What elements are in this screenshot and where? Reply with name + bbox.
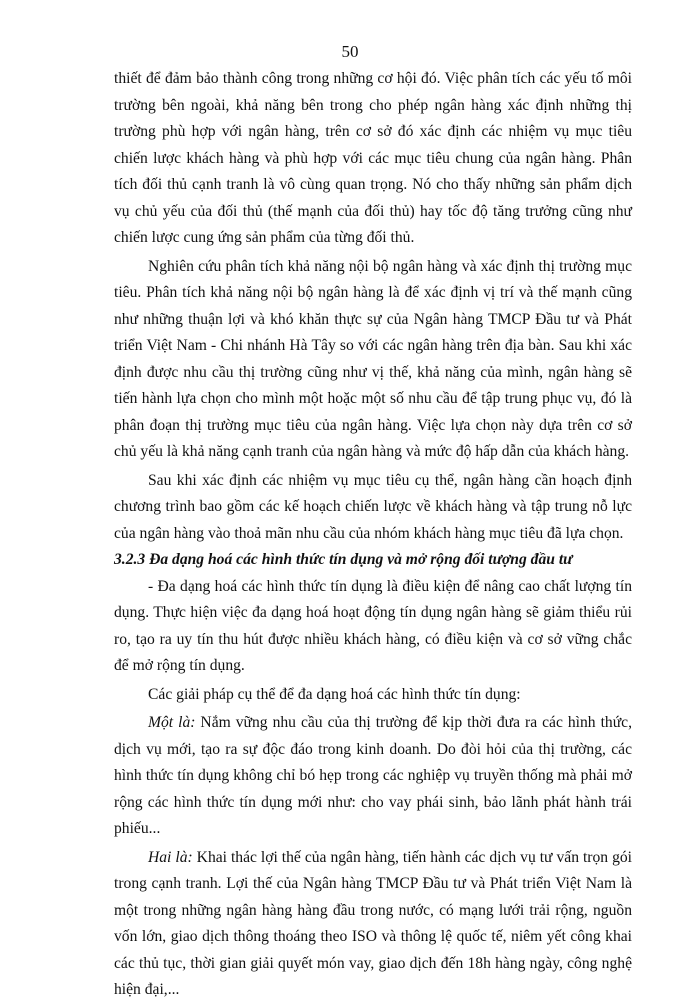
paragraph-solutions-intro: Các giải pháp cụ thể để đa dạng hoá các hình thức tín dụng: — [148, 685, 521, 703]
section-heading-3-2-3: 3.2.3 Đa dạng hoá các hình thức tín dụng và mở rộng đối tượng đầu tư — [114, 551, 573, 568]
page-number: 50 — [341, 42, 359, 61]
paragraph-competitor-analysis: thiết để đảm bảo thành công trong những cơ hội đó. Việc phân tích các yếu tố môi trường bên ngoài, khả năng bên trong cho phép ngân hàng xác định những thị trường phù hợp với ngân hàng, trên cơ sở đó xác định các nhiệm vụ mục tiêu chiến lược khách hàng và phù hợp với các mục tiêu chung của ngân hàng. Phân tích đối thủ cạnh tranh là vô cùng quan trọng. Nó cho thấy những sản phẩm dịch vụ chủ yếu của đối thủ (thế mạnh của đối thủ) hay tốc độ tăng trưởng cũng như chiến lược cung ứng sản phẩm của từng đối thủ. — [114, 70, 632, 246]
page-body — [114, 66, 632, 1004]
paragraph-solution-one — [114, 710, 632, 843]
solution-two-lead: Hai là: — [148, 848, 193, 866]
solution-two-text: Khai thác lợi thế của ngân hàng, tiến hành các dịch vụ tư vấn trọn gói trong cạnh tranh. Lợi thế của Ngân hàng TMCP Đầu tư và Phát triển Việt Nam là một trong những ngân hàng hàng đầu trong nước, có mạng lưới trải rộng, nguồn vốn lớn, giao dịch thông thoáng theo ISO và thông lệ quốc tế, niêm yết công khai các thủ tục, thời gian giải quyết món vay, giao dịch đến 18h hàng ngày, công nghệ hiện đại,... — [114, 848, 632, 998]
paragraph-strategic-planning: Sau khi xác định các nhiệm vụ mục tiêu cụ thể, ngân hàng cần hoạch định chương trình bao gồm các kế hoạch chiến lược về khách hàng và tập trung nỗ lực của ngân hàng vào thoả mãn nhu cầu của nhóm khách hàng mục tiêu đã lựa chọn. — [114, 471, 632, 542]
paragraph-internal-capability: Nghiên cứu phân tích khả năng nội bộ ngân hàng và xác định thị trường mục tiêu. Phân tích khả năng nội bộ ngân hàng là để xác định vị trí và thế mạnh cũng như những thuận lợi và khó khăn thực sự của Ngân hàng TMCP Đầu tư và Phát triển Việt Nam - Chi nhánh Hà Tây so với các ngân hàng trên địa bàn. Sau khi xác định được nhu cầu thị trường cũng như vị thế, khả năng của mình, ngân hàng sẽ tiến hành lựa chọn cho mình một hoặc một số nhu cầu để tập trung phục vụ, đó là phân đoạn thị trường mục tiêu của ngân hàng. Việc lựa chọn này dựa trên cơ sở chủ yếu là khả năng cạnh tranh của ngân hàng và mức độ hấp dẫn của khách hàng. — [114, 257, 632, 460]
paragraph-solution-two — [114, 845, 632, 1004]
paragraph-credit-diversification: - Đa dạng hoá các hình thức tín dụng là điều kiện để nâng cao chất lượng tín dụng. Thực hiện việc đa dạng hoá hoạt động tín dụng ngân hàng sẽ giảm thiểu rủi ro, tạo ra uy tín thu hút được nhiều khách hàng, có điều kiện và cơ sở vững chắc để mở rộng tín dụng. — [114, 577, 632, 674]
solution-one-lead: Một là: — [148, 714, 196, 731]
solution-one-text: Nắm vững nhu cầu của thị trường để kịp thời đưa ra các hình thức, dịch vụ mới, tạo ra sự độc đáo trong kinh doanh. Do đòi hỏi của thị trường, các hình thức tín dụng không chỉ bó hẹp trong các nghiệp vụ truyền thống mà phải mở rộng các hình thức tín dụng mới như: cho vay phái sinh, bảo lãnh phát hành trái phiếu... — [114, 714, 632, 837]
